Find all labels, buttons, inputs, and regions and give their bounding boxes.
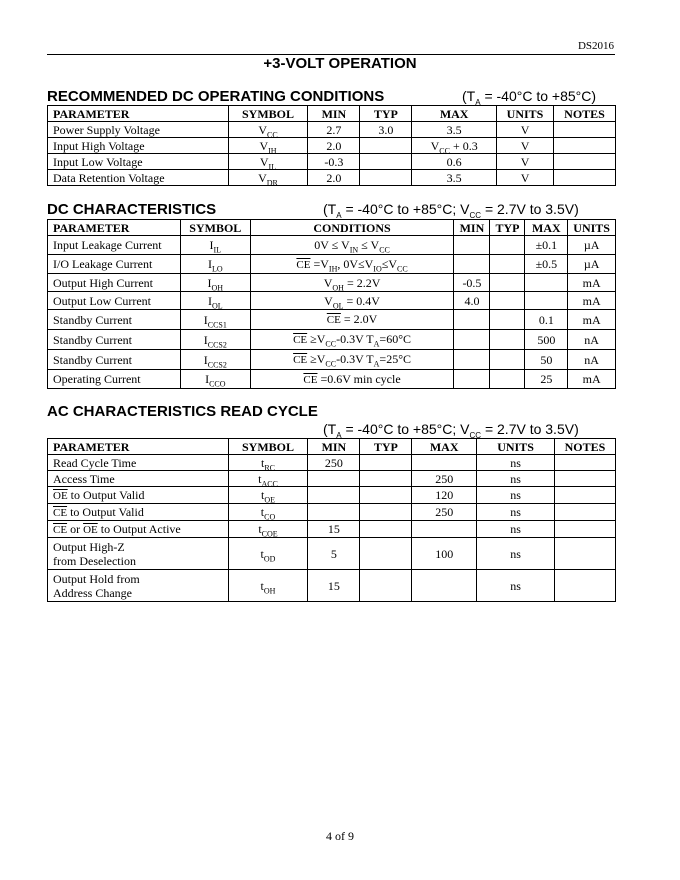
units-cell: ns <box>477 455 555 471</box>
table-row <box>48 570 616 602</box>
table-row <box>48 122 616 138</box>
col-header: UNITS <box>477 439 555 455</box>
document-id: DS2016 <box>577 40 614 52</box>
col-header: TYP <box>490 220 525 236</box>
param-cell: Access Time <box>48 471 229 487</box>
min-cell <box>454 370 490 389</box>
col-header: SYMBOL <box>228 439 308 455</box>
symbol-cell: $t_{OD}$ <box>228 538 308 570</box>
table-header-row <box>48 106 616 122</box>
col-header: MAX <box>412 106 497 122</box>
param-cell: Output Low Current <box>48 292 181 310</box>
dc-table <box>47 219 616 389</box>
conditions-cell: $V_{OL} = 0.4V$ <box>250 292 454 310</box>
units-cell: nA <box>568 330 616 350</box>
col-header: CONDITIONS <box>250 220 454 236</box>
param-cell: $\overline{OE}$ to Output Valid <box>48 487 229 504</box>
col-header: MAX <box>525 220 568 236</box>
max-cell: 0.6 <box>412 154 497 170</box>
symbol-cell: $V_{IL}$ <box>228 154 308 170</box>
conditions-cell: $\overline{CE} =0.6V$ min cycle <box>250 370 454 389</box>
notes-cell <box>554 521 615 538</box>
ce-bar-signal: $\overline{CE}$ <box>326 314 341 326</box>
typ-cell <box>360 487 412 504</box>
param-cell: Operating Current <box>48 370 181 389</box>
param-cell: Input Leakage Current <box>48 236 181 255</box>
param-cell: Output Hold from Address Change <box>48 570 229 602</box>
units-cell: mA <box>568 370 616 389</box>
symbol-cell: $t_{CO}$ <box>228 504 308 521</box>
table-row <box>48 154 616 170</box>
param-cell: $\overline{CE}$ or $\overline{OE}$ to Output Active <box>48 521 229 538</box>
symbol-cell: $I_{IL}$ <box>180 236 250 255</box>
ac-table <box>47 438 616 602</box>
typ-cell <box>490 274 525 292</box>
notes-cell <box>554 487 615 504</box>
typ-cell <box>360 504 412 521</box>
dc-condition: ($T_A = -40^\circ C$ to +85°C; $V_{CC} = 2.7V$ to 3.5V) <box>323 201 579 220</box>
min-cell <box>308 471 360 487</box>
table-row <box>48 471 616 487</box>
min-cell: 15 <box>308 570 360 602</box>
min-cell: 4.0 <box>454 292 490 310</box>
table-row <box>48 370 616 389</box>
table-header-row <box>48 220 616 236</box>
table-row <box>48 292 616 310</box>
param-cell: Output High-Z from Deselection <box>48 538 229 570</box>
symbol-cell: $I_{LO}$ <box>180 255 250 274</box>
max-cell: ±0.5 <box>525 255 568 274</box>
table-row <box>48 538 616 570</box>
typ-cell <box>360 570 412 602</box>
table-row <box>48 350 616 370</box>
table-row <box>48 487 616 504</box>
ce-bar-signal: $\overline{CE}$ <box>293 334 308 346</box>
units-cell: V <box>497 154 554 170</box>
col-header: SYMBOL <box>180 220 250 236</box>
notes-cell <box>554 170 616 186</box>
col-header: SYMBOL <box>228 106 308 122</box>
conditions-cell: $\overline{CE} =V_{IH}$, $0V\le V_{IO}\le V_{CC}$ <box>250 255 454 274</box>
col-header: PARAMETER <box>48 220 181 236</box>
typ-cell: 3.0 <box>360 122 412 138</box>
notes-cell <box>554 471 615 487</box>
notes-cell <box>554 504 615 521</box>
notes-cell <box>554 138 616 154</box>
table-header-row <box>48 439 616 455</box>
units-cell: µA <box>568 255 616 274</box>
max-cell: 120 <box>412 487 477 504</box>
param-cell: I/O Leakage Current <box>48 255 181 274</box>
units-cell: ns <box>477 471 555 487</box>
symbol-cell: $t_{ACC}$ <box>228 471 308 487</box>
table-row <box>48 170 616 186</box>
min-cell <box>308 487 360 504</box>
max-cell: 3.5 <box>412 122 497 138</box>
col-header: NOTES <box>554 439 615 455</box>
ce-bar-signal: $\overline{CE}$ <box>53 523 68 536</box>
notes-cell <box>554 570 615 602</box>
max-cell: ±0.1 <box>525 236 568 255</box>
param-cell: Input Low Voltage <box>48 154 229 170</box>
max-cell: 500 <box>525 330 568 350</box>
recommended-table <box>47 105 616 186</box>
col-header: NOTES <box>554 106 616 122</box>
min-cell <box>454 310 490 330</box>
conditions-cell: $\overline{CE} = 2.0V$ <box>250 310 454 330</box>
max-cell: 250 <box>412 504 477 521</box>
col-header: PARAMETER <box>48 439 229 455</box>
recommended-temp-condition: ($T_A = -40^\circ C$ to +85°C) <box>462 88 597 107</box>
min-cell: 2.7 <box>308 122 360 138</box>
col-header: UNITS <box>568 220 616 236</box>
min-cell <box>454 350 490 370</box>
typ-cell <box>490 255 525 274</box>
conditions-cell: $\overline{CE} \ge V_{CC}-0.3V$ $T_A=60^\circ C$ <box>250 330 454 350</box>
page-number: 4 of 9 <box>326 829 354 843</box>
units-cell: mA <box>568 310 616 330</box>
typ-cell <box>490 292 525 310</box>
notes-cell <box>554 455 615 471</box>
min-cell <box>454 330 490 350</box>
min-cell <box>454 255 490 274</box>
conditions-cell: $0V \le V_{IN} \le V_{CC}$ <box>250 236 454 255</box>
max-cell: 0.1 <box>525 310 568 330</box>
min-cell: -0.3 <box>308 154 360 170</box>
ce-bar-signal: $\overline{CE}$ <box>303 373 318 386</box>
param-cell: Data Retention Voltage <box>48 170 229 186</box>
recommended-section-title: RECOMMENDED DC OPERATING CONDITIONS <box>47 88 385 105</box>
units-cell: ns <box>477 521 555 538</box>
param-cell: $\overline{CE}$ to Output Valid <box>48 504 229 521</box>
ce-bar-signal: $\overline{CE}$ <box>53 506 68 519</box>
max-cell <box>412 455 477 471</box>
param-cell: Output High Current <box>48 274 181 292</box>
typ-cell <box>490 350 525 370</box>
notes-cell <box>554 154 616 170</box>
col-header: TYP <box>360 106 412 122</box>
table-row <box>48 236 616 255</box>
units-cell: V <box>497 122 554 138</box>
typ-cell <box>490 330 525 350</box>
min-cell: 250 <box>308 455 360 471</box>
min-cell: 2.0 <box>308 170 360 186</box>
typ-cell <box>360 538 412 570</box>
symbol-cell: $V_{CC}$ <box>228 122 308 138</box>
col-header: MIN <box>454 220 490 236</box>
ce-bar-signal: $\overline{CE}$ <box>296 258 311 271</box>
symbol-cell: $t_{RC}$ <box>228 455 308 471</box>
max-cell: 50 <box>525 350 568 370</box>
typ-cell <box>360 154 412 170</box>
notes-cell <box>554 538 615 570</box>
notes-cell <box>554 122 616 138</box>
param-cell: Read Cycle Time <box>48 455 229 471</box>
col-header: MIN <box>308 439 360 455</box>
col-header: TYP <box>360 439 412 455</box>
symbol-cell: $V_{IH}$ <box>228 138 308 154</box>
min-cell: 15 <box>308 521 360 538</box>
symbol-cell: $t_{COE}$ <box>228 521 308 538</box>
col-header: MIN <box>308 106 360 122</box>
ce-bar-signal: $\overline{CE}$ <box>293 354 308 366</box>
table-row <box>48 274 616 292</box>
oe-bar-signal: $\overline{OE}$ <box>83 523 98 536</box>
symbol-cell: $V_{DR}$ <box>228 170 308 186</box>
table-row <box>48 138 616 154</box>
min-cell: 2.0 <box>308 138 360 154</box>
max-cell: 3.5 <box>412 170 497 186</box>
symbol-cell: $I_{OH}$ <box>180 274 250 292</box>
table-row <box>48 255 616 274</box>
max-cell <box>525 274 568 292</box>
conditions-cell: $V_{OH} = 2.2V$ <box>250 274 454 292</box>
symbol-cell: $I_{CCS2}$ <box>180 330 250 350</box>
table-row <box>48 330 616 350</box>
units-cell: mA <box>568 292 616 310</box>
typ-cell <box>490 370 525 389</box>
typ-cell <box>360 471 412 487</box>
max-cell: 25 <box>525 370 568 389</box>
symbol-cell: $I_{CCO}$ <box>180 370 250 389</box>
typ-cell <box>490 310 525 330</box>
param-cell: Standby Current <box>48 350 181 370</box>
conditions-cell: $\overline{CE} \ge V_{CC}-0.3V$ $T_A=25^\circ C$ <box>250 350 454 370</box>
min-cell: 5 <box>308 538 360 570</box>
max-cell <box>412 521 477 538</box>
oe-bar-signal: $\overline{OE}$ <box>53 489 68 502</box>
ac-condition: ($T_A = -40^\circ C$ to +85°C; $V_{CC} = 2.7V$ to 3.5V) <box>323 421 579 440</box>
table-row <box>48 310 616 330</box>
dc-section-title: DC CHARACTERISTICS <box>47 201 217 218</box>
symbol-cell: $t_{OE}$ <box>228 487 308 504</box>
max-cell: 250 <box>412 471 477 487</box>
min-cell: -0.5 <box>454 274 490 292</box>
symbol-cell: $I_{OL}$ <box>180 292 250 310</box>
units-cell: µA <box>568 236 616 255</box>
col-header: UNITS <box>497 106 554 122</box>
symbol-cell: $t_{OH}$ <box>228 570 308 602</box>
typ-cell <box>360 138 412 154</box>
typ-cell <box>360 170 412 186</box>
units-cell: ns <box>477 538 555 570</box>
param-cell: Standby Current <box>48 310 181 330</box>
typ-cell <box>360 455 412 471</box>
units-cell: ns <box>477 487 555 504</box>
table-row <box>48 521 616 538</box>
col-header: MAX <box>412 439 477 455</box>
typ-cell <box>490 236 525 255</box>
table-row <box>48 504 616 521</box>
table-row <box>48 455 616 471</box>
ac-section-title: AC CHARACTERISTICS READ CYCLE <box>47 403 318 420</box>
symbol-cell: $I_{CCS2}$ <box>180 350 250 370</box>
min-cell <box>454 236 490 255</box>
units-cell: nA <box>568 350 616 370</box>
param-cell: Input High Voltage <box>48 138 229 154</box>
units-cell: ns <box>477 570 555 602</box>
symbol-cell: $I_{CCS1}$ <box>180 310 250 330</box>
max-cell <box>412 570 477 602</box>
units-cell: V <box>497 170 554 186</box>
typ-cell <box>360 521 412 538</box>
max-cell: 100 <box>412 538 477 570</box>
max-cell: $V_{CC} + 0.3$ <box>412 138 497 154</box>
param-cell: Standby Current <box>48 330 181 350</box>
units-cell: ns <box>477 504 555 521</box>
units-cell: mA <box>568 274 616 292</box>
page-title: +3-VOLT OPERATION <box>263 55 417 72</box>
units-cell: V <box>497 138 554 154</box>
min-cell <box>308 504 360 521</box>
col-header: PARAMETER <box>48 106 229 122</box>
param-cell: Power Supply Voltage <box>48 122 229 138</box>
max-cell <box>525 292 568 310</box>
